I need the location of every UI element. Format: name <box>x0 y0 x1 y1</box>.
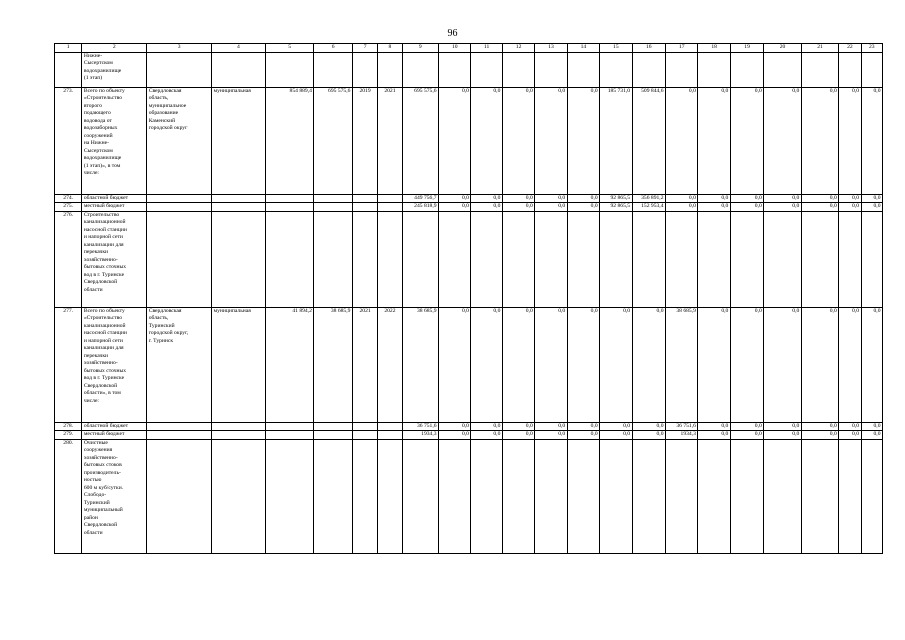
table-cell: Свердловская область, Туринский городской округ, г. Туринск <box>147 307 212 422</box>
table-cell <box>698 53 730 88</box>
column-header: 21 <box>801 44 838 53</box>
table-cell: 0,0 <box>861 195 882 203</box>
table-cell <box>402 53 438 88</box>
table-cell: 0,0 <box>861 422 882 430</box>
table-cell: 854 889,4 <box>265 88 314 195</box>
table-cell <box>698 439 730 553</box>
table-cell <box>378 431 402 439</box>
table-cell: 0,0 <box>839 88 861 195</box>
table-cell: 38 685,9 <box>314 307 353 422</box>
table-cell <box>147 195 212 203</box>
table-cell <box>378 422 402 430</box>
table-cell: 0,0 <box>801 431 838 439</box>
table-cell <box>352 439 377 553</box>
table-cell: 2021 <box>378 88 402 195</box>
table-cell: областной бюджет <box>82 195 147 203</box>
table-cell: 0,0 <box>730 307 763 422</box>
column-header: 7 <box>352 44 377 53</box>
column-header: 10 <box>439 44 471 53</box>
table-cell <box>600 439 632 553</box>
table-cell <box>265 431 314 439</box>
table-cell: 0,0 <box>502 195 534 203</box>
table-row <box>55 88 883 195</box>
table-cell: 0,0 <box>698 195 730 203</box>
table-cell: 0,0 <box>698 431 730 439</box>
table-cell <box>632 53 665 88</box>
column-header: 16 <box>632 44 665 53</box>
table-cell <box>471 211 502 307</box>
column-header: 13 <box>535 44 567 53</box>
table-cell: 0,0 <box>839 422 861 430</box>
table-cell: 0,0 <box>801 307 838 422</box>
table-cell: 0,0 <box>764 422 801 430</box>
table-cell <box>314 211 353 307</box>
table-cell <box>212 431 266 439</box>
column-header: 6 <box>314 44 353 53</box>
table-cell: 2022 <box>378 307 402 422</box>
table-cell: 356 891,2 <box>632 195 665 203</box>
table-cell <box>471 53 502 88</box>
column-header: 14 <box>567 44 599 53</box>
table-cell: 0,0 <box>471 88 502 195</box>
table-cell: 41 894,2 <box>265 307 314 422</box>
table-row <box>55 422 883 430</box>
table-cell <box>314 422 353 430</box>
table-cell <box>502 53 534 88</box>
table-cell <box>730 53 763 88</box>
table-cell: Всего по объекту «Строительство канализационной насосной станции и напорной сети канализации для перекачки хозяйственно- бытовых сточных вод в г. Туринске Свердловской области», в том числе: <box>82 307 147 422</box>
table-cell <box>147 422 212 430</box>
table-cell <box>314 195 353 203</box>
column-header: 1 <box>55 44 82 53</box>
table-row <box>55 203 883 211</box>
table-cell <box>567 53 599 88</box>
table-cell <box>352 211 377 307</box>
table-cell <box>801 439 838 553</box>
table-cell: 2019 <box>352 88 377 195</box>
column-header: 3 <box>147 44 212 53</box>
table-cell: 1934,3 <box>402 431 438 439</box>
table-cell: 0,0 <box>567 431 599 439</box>
table-cell <box>861 439 882 553</box>
table-cell: 695 575,6 <box>314 88 353 195</box>
table-cell <box>502 439 534 553</box>
table-row <box>55 211 883 307</box>
table-cell <box>212 211 266 307</box>
table-cell: 0,0 <box>801 195 838 203</box>
table-cell: Свердловская область, муниципальное образование Каменский городской округ <box>147 88 212 195</box>
table-cell: 92 865,5 <box>600 195 632 203</box>
table-cell <box>839 439 861 553</box>
table-cell <box>212 195 266 203</box>
table-cell <box>801 211 838 307</box>
table-cell <box>567 439 599 553</box>
table-cell <box>632 439 665 553</box>
table-cell: 0,0 <box>535 195 567 203</box>
table-cell: 0,0 <box>632 307 665 422</box>
table-cell <box>147 203 212 211</box>
table-cell: 245 818,9 <box>402 203 438 211</box>
table-cell: 0,0 <box>666 195 698 203</box>
table-cell: 0,0 <box>698 422 730 430</box>
table-cell <box>265 203 314 211</box>
table-cell: 0,0 <box>439 203 471 211</box>
table-cell <box>764 53 801 88</box>
table-cell <box>265 53 314 88</box>
table-cell: 0,0 <box>730 203 763 211</box>
table-cell: 279. <box>55 431 82 439</box>
table-cell <box>352 53 377 88</box>
table-cell: 185 731,0 <box>600 88 632 195</box>
table-cell: 277. <box>55 307 82 422</box>
table-cell: 0,0 <box>535 203 567 211</box>
column-header: 19 <box>730 44 763 53</box>
table-cell <box>378 203 402 211</box>
table-cell <box>265 422 314 430</box>
table-cell: 0,0 <box>471 307 502 422</box>
table-cell: 0,0 <box>502 307 534 422</box>
table-cell <box>535 53 567 88</box>
table-cell: 0,0 <box>764 307 801 422</box>
table-cell: муниципальная <box>212 307 266 422</box>
table-cell <box>212 203 266 211</box>
table-cell <box>314 431 353 439</box>
table-cell <box>402 211 438 307</box>
table-cell <box>314 439 353 553</box>
table-cell <box>764 211 801 307</box>
table-cell: 0,0 <box>439 422 471 430</box>
table-cell: 0,0 <box>730 431 763 439</box>
column-header: 15 <box>600 44 632 53</box>
column-header: 23 <box>861 44 882 53</box>
table-cell <box>567 211 599 307</box>
table-cell: 0,0 <box>567 422 599 430</box>
table-cell: 0,0 <box>535 88 567 195</box>
table-cell: 695 575,6 <box>402 88 438 195</box>
table-cell: Строительство канализационной насосной станции и напорной сети канализации для перекачки хозяйственно- бытовых сточных вод в г. Туринске Свердловской области <box>82 211 147 307</box>
table-cell: 0,0 <box>764 88 801 195</box>
table-cell: 38 685,9 <box>666 307 698 422</box>
table-cell: 0,0 <box>502 431 534 439</box>
table-cell: 0,0 <box>801 203 838 211</box>
table-cell <box>352 422 377 430</box>
table-cell <box>402 439 438 553</box>
table-cell: Нижне- Сысертском водохранилище (1 этап) <box>82 53 147 88</box>
table-cell: 0,0 <box>764 431 801 439</box>
table-cell: 509 844,6 <box>632 88 665 195</box>
table-cell: 0,0 <box>632 431 665 439</box>
table-cell: 0,0 <box>600 431 632 439</box>
table-cell <box>730 211 763 307</box>
column-header: 17 <box>666 44 698 53</box>
table-cell: 0,0 <box>666 88 698 195</box>
table-cell: 0,0 <box>730 88 763 195</box>
table-cell <box>212 53 266 88</box>
table-cell: 38 685,9 <box>402 307 438 422</box>
column-header: 4 <box>212 44 266 53</box>
table-cell: 0,0 <box>471 431 502 439</box>
table-cell <box>378 211 402 307</box>
table-cell: местный бюджет <box>82 203 147 211</box>
table-cell <box>378 195 402 203</box>
table-cell: 0,0 <box>698 203 730 211</box>
table-cell: 0,0 <box>600 307 632 422</box>
column-header: 11 <box>471 44 502 53</box>
table-cell: 280. <box>55 439 82 553</box>
table-cell <box>535 439 567 553</box>
table-row <box>55 307 883 422</box>
table-cell: 0,0 <box>666 203 698 211</box>
table-cell <box>535 211 567 307</box>
table-cell <box>55 53 82 88</box>
table-cell <box>730 439 763 553</box>
table-cell <box>265 195 314 203</box>
table-cell: 0,0 <box>764 195 801 203</box>
column-header: 2 <box>82 44 147 53</box>
table-cell: 0,0 <box>861 203 882 211</box>
financing-table <box>54 43 883 554</box>
table-cell: 1934,3 <box>666 431 698 439</box>
table-cell <box>764 439 801 553</box>
table-cell <box>439 439 471 553</box>
page-number: 96 <box>447 28 458 39</box>
column-header: 18 <box>698 44 730 53</box>
table-cell: 0,0 <box>861 88 882 195</box>
table-cell: 0,0 <box>839 307 861 422</box>
table-cell: 0,0 <box>861 307 882 422</box>
table-cell: 0,0 <box>535 422 567 430</box>
table-cell: 276. <box>55 211 82 307</box>
table-cell <box>839 53 861 88</box>
table-cell <box>666 53 698 88</box>
table-cell <box>147 439 212 553</box>
table-cell: 0,0 <box>439 195 471 203</box>
table-cell: 0,0 <box>600 422 632 430</box>
table-cell: 0,0 <box>730 195 763 203</box>
table-cell: 152 953,4 <box>632 203 665 211</box>
table-cell: 0,0 <box>861 431 882 439</box>
table-cell: областной бюджет <box>82 422 147 430</box>
table-cell <box>147 211 212 307</box>
table-cell: 0,0 <box>730 422 763 430</box>
table-cell <box>265 439 314 553</box>
table-cell <box>147 53 212 88</box>
table-cell <box>471 439 502 553</box>
table-cell <box>698 211 730 307</box>
table-cell <box>861 211 882 307</box>
table-cell <box>314 203 353 211</box>
table-cell <box>666 211 698 307</box>
table-cell: 0,0 <box>801 88 838 195</box>
column-header: 22 <box>839 44 861 53</box>
table-cell: 0,0 <box>439 88 471 195</box>
table-cell: 0,0 <box>632 422 665 430</box>
table-cell: 0,0 <box>502 88 534 195</box>
table-cell: 0,0 <box>439 431 471 439</box>
table-cell <box>314 53 353 88</box>
table-cell: 0,0 <box>567 88 599 195</box>
table-cell: 0,0 <box>439 307 471 422</box>
table-cell: 278. <box>55 422 82 430</box>
table-cell: 273. <box>55 88 82 195</box>
column-header: 8 <box>378 44 402 53</box>
table-cell <box>378 53 402 88</box>
table-cell: 0,0 <box>567 307 599 422</box>
table-row <box>55 195 883 203</box>
table-cell: 0,0 <box>502 422 534 430</box>
table-cell: Всего по объекту «Строительство второго подающего водовода от водозаборных сооружений на Нижне- Сысертском водохранилище (1 этап)», в том числе: <box>82 88 147 195</box>
table-cell <box>265 211 314 307</box>
table-cell <box>439 53 471 88</box>
table-cell: местный бюджет <box>82 431 147 439</box>
table-cell: 0,0 <box>535 431 567 439</box>
table-cell: 36 751,6 <box>666 422 698 430</box>
table-cell: Очистные сооружения хозяйственно- бытовых стоков производитель- ностью 600 м куб/сутки. Слободо- Туринский муниципальный район Свердловской области <box>82 439 147 553</box>
table-cell: 0,0 <box>471 195 502 203</box>
table-cell: 0,0 <box>839 195 861 203</box>
column-header: 5 <box>265 44 314 53</box>
column-header: 9 <box>402 44 438 53</box>
table-cell: 0,0 <box>502 203 534 211</box>
table-cell: 449 756,7 <box>402 195 438 203</box>
table-row <box>55 53 883 88</box>
table-cell <box>632 211 665 307</box>
table-cell <box>352 195 377 203</box>
table-row <box>55 439 883 553</box>
table-cell: 0,0 <box>698 307 730 422</box>
table-cell: 92 865,5 <box>600 203 632 211</box>
header-row <box>55 44 883 53</box>
table-cell <box>212 439 266 553</box>
table-cell: муниципальная <box>212 88 266 195</box>
table-cell: 0,0 <box>535 307 567 422</box>
table-cell: 2021 <box>352 307 377 422</box>
table-cell: 0,0 <box>839 431 861 439</box>
table-cell <box>861 53 882 88</box>
table-cell: 275. <box>55 203 82 211</box>
table-cell <box>801 53 838 88</box>
table-cell <box>839 211 861 307</box>
table-cell: 0,0 <box>764 203 801 211</box>
table-cell: 274. <box>55 195 82 203</box>
column-header: 20 <box>764 44 801 53</box>
table-cell <box>352 431 377 439</box>
table-cell: 36 751,6 <box>402 422 438 430</box>
table-cell: 0,0 <box>567 195 599 203</box>
table-cell <box>600 53 632 88</box>
table-row <box>55 431 883 439</box>
table-cell: 0,0 <box>567 203 599 211</box>
table-cell: 0,0 <box>471 203 502 211</box>
table-cell <box>352 203 377 211</box>
table-cell <box>502 211 534 307</box>
table-cell <box>378 439 402 553</box>
table-cell <box>212 422 266 430</box>
table-cell: 0,0 <box>839 203 861 211</box>
table-cell: 0,0 <box>698 88 730 195</box>
column-header: 12 <box>502 44 534 53</box>
table-cell: 0,0 <box>801 422 838 430</box>
table-cell <box>439 211 471 307</box>
table-cell <box>600 211 632 307</box>
table-cell <box>666 439 698 553</box>
table-cell <box>147 431 212 439</box>
table-cell: 0,0 <box>471 422 502 430</box>
